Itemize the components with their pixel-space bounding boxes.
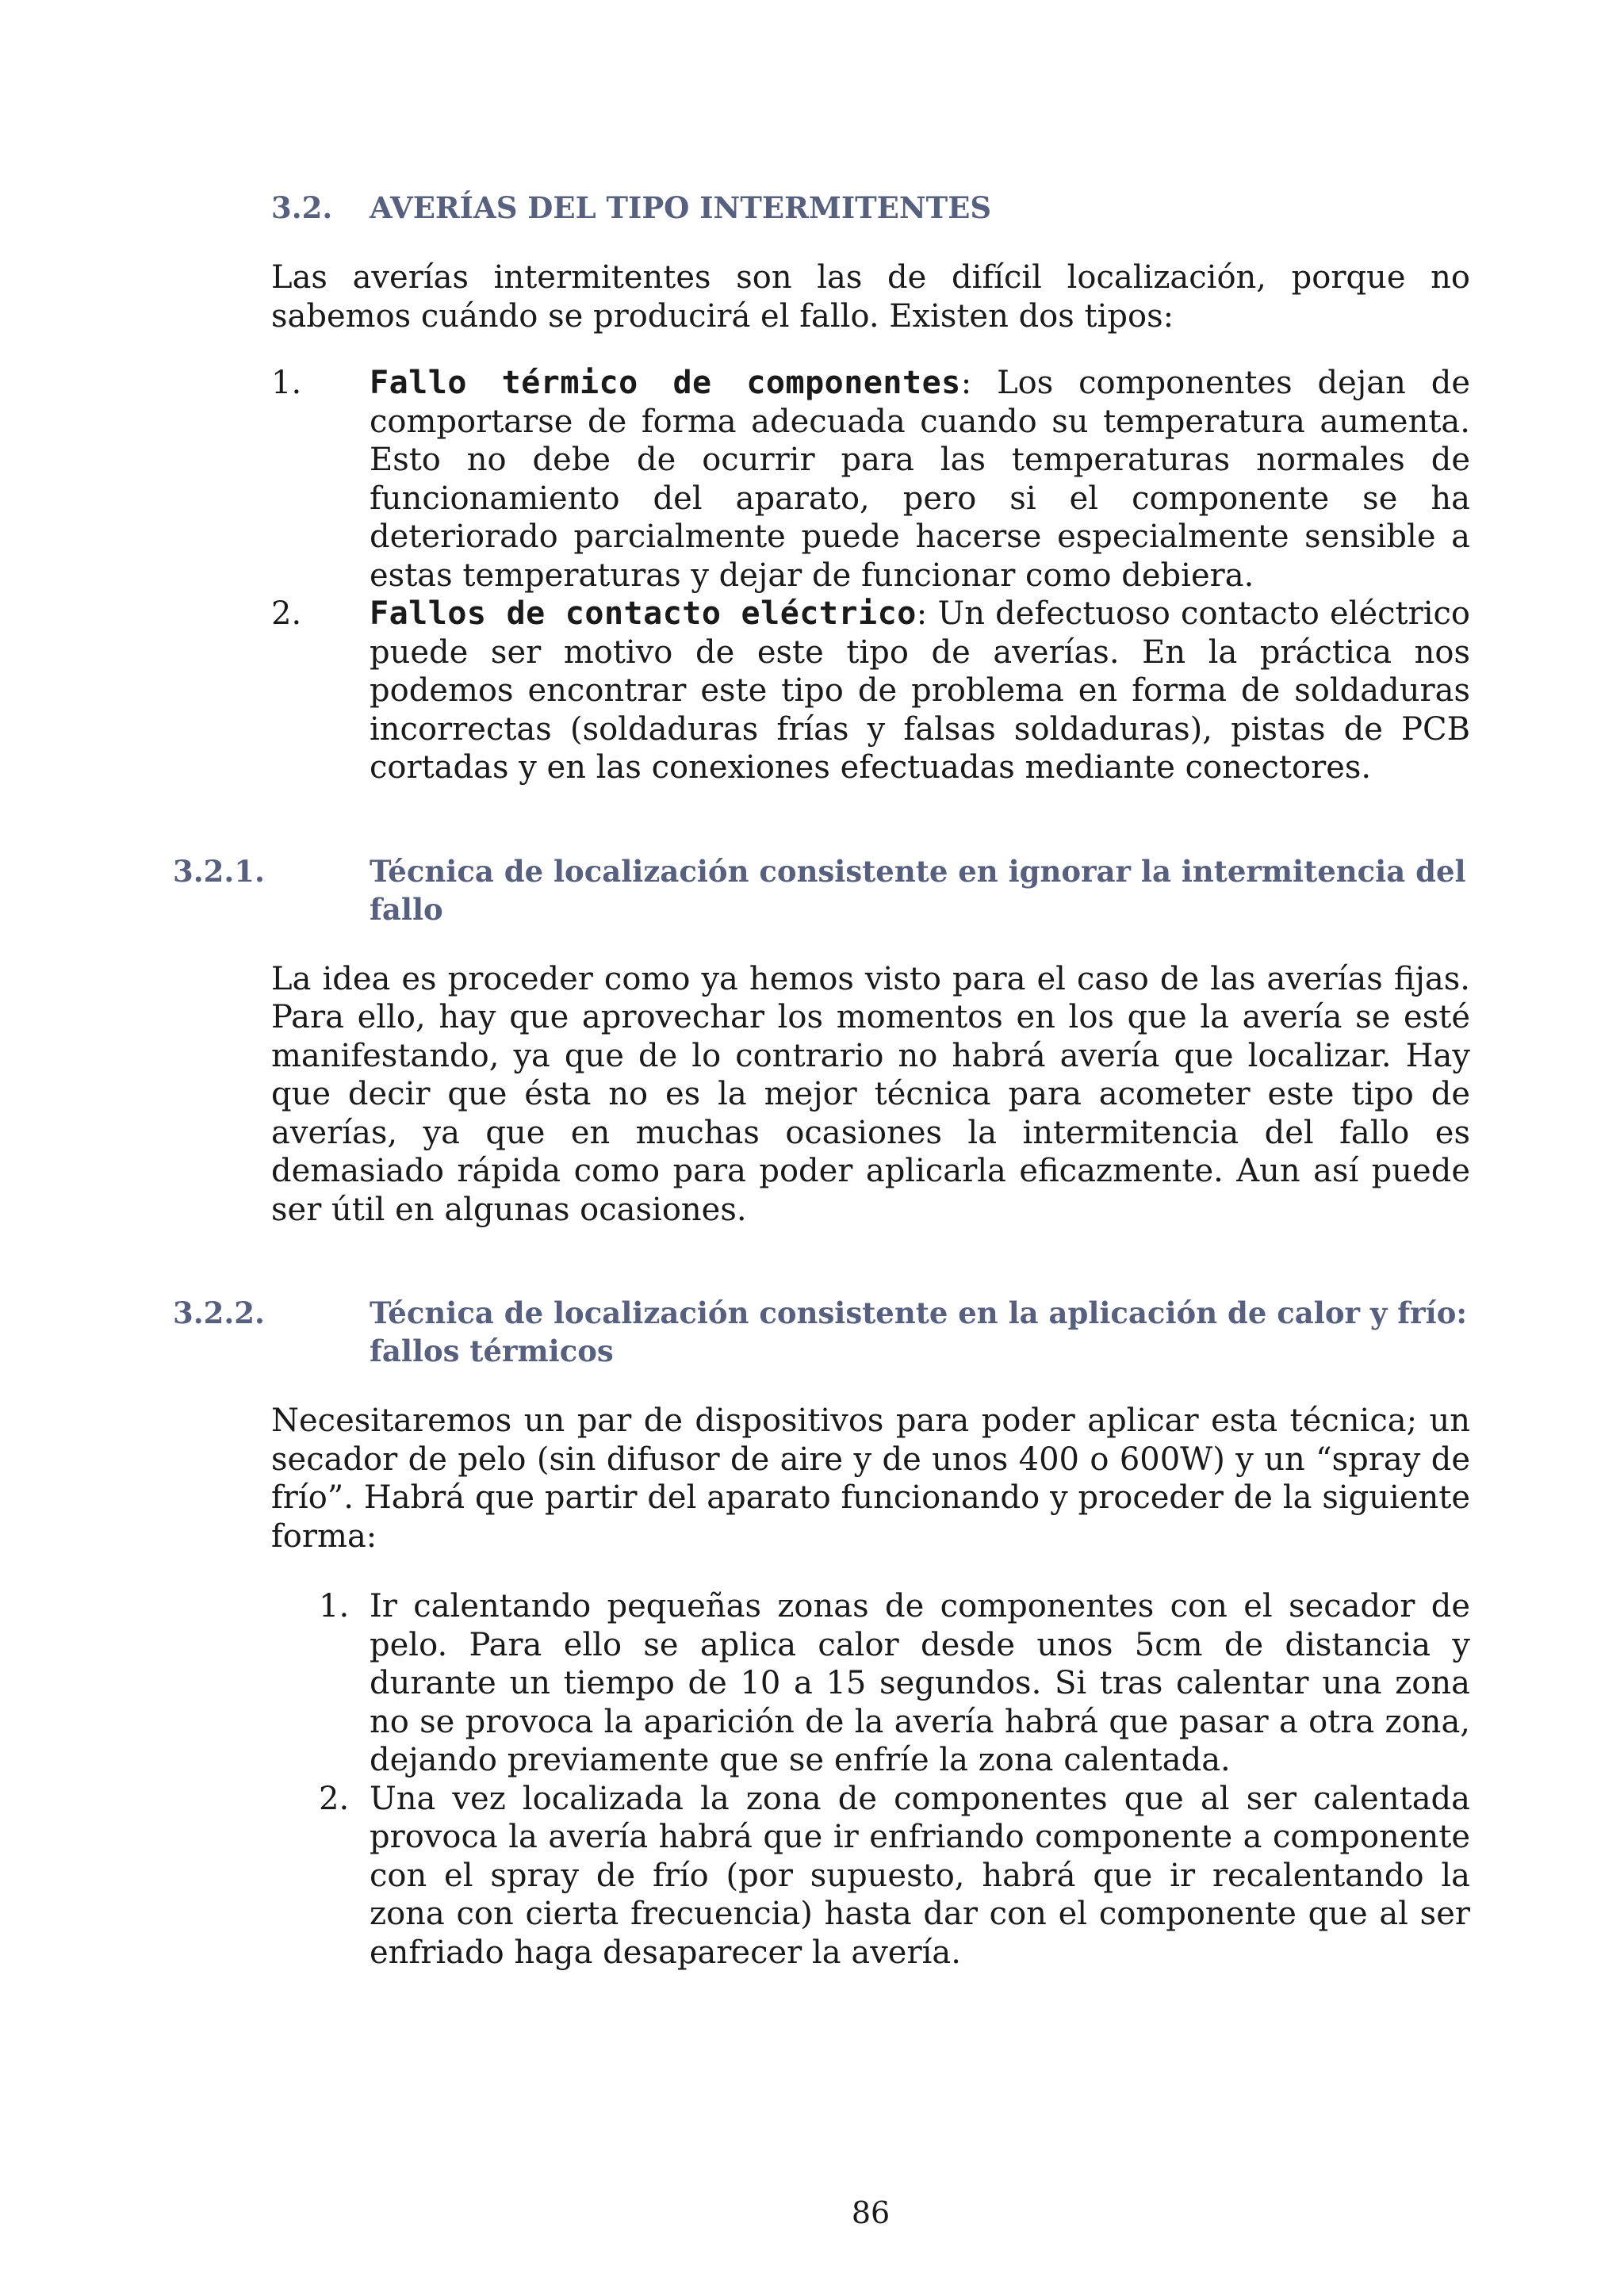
subsection-2-number: 3.2.2. xyxy=(173,1295,265,1330)
subsection-2-heading xyxy=(173,1294,1470,1370)
list-item-term: Fallos de contacto eléctrico xyxy=(370,595,917,632)
list-item-number: 1. xyxy=(319,1588,350,1624)
list-item xyxy=(271,364,1470,595)
section-heading xyxy=(271,189,1470,227)
subsection-2-title: Técnica de localización consistente en la aplicación de calor y frío: fallos térmicos xyxy=(370,1295,1468,1368)
failure-types-list xyxy=(271,364,1470,787)
list-item-text: : Los componentes dejan de comportarse de forma adecuada cuando su temperatura aumenta. Esto no debe de ocurrir para las temperaturas normales de funcionamiento del aparato, pero si el componente se ha deteriorado parcialmente puede hacerse especialmente sensible a estas temperaturas y dejar de funcionar como debiera. xyxy=(370,365,1470,594)
procedure-steps-list xyxy=(271,1587,1470,1972)
subsection-1-number: 3.2.1. xyxy=(173,853,265,889)
list-item-number: 2. xyxy=(271,595,302,632)
subsection-1-title: Técnica de localización consistente en ignorar la intermitencia del fallo xyxy=(370,853,1466,927)
list-item-number: 2. xyxy=(319,1780,350,1817)
page-content xyxy=(173,189,1471,1972)
section-title: AVERÍAS DEL TIPO INTERMITENTES xyxy=(370,190,992,225)
subsection-2-body: Necesitaremos un par de dispositivos para poder aplicar esta técnica; un secador de pelo (sin difusor de aire y de unos 400 o 600W) y un “spray de frío”. Habrá que partir del aparato funcionando y proceder de la siguiente forma: xyxy=(271,1402,1470,1555)
section-intro: Las averías intermitentes son las de difícil localización, porque no sabemos cuándo se producirá el fallo. Existen dos tipos: xyxy=(271,259,1470,335)
list-item-text: : Un defectuoso contacto eléctrico puede ser motivo de este tipo de averías. En la práctica nos podemos encontrar este tipo de problema en forma de soldaduras incorrectas (soldaduras frías y falsas soldaduras), pistas de PCB cortadas y en las conexiones efectuadas mediante conectores. xyxy=(370,595,1471,786)
list-item-text: Una vez localizada la zona de componentes que al ser calentada provoca la avería habrá que ir enfriando componente a componente con el spray de frío (por supuesto, habrá que ir recalentando la zona con cierta frecuencia) hasta dar con el componente que al ser enfriado haga desaparecer la avería. xyxy=(370,1780,1470,1971)
list-item-term: Fallo térmico de componentes xyxy=(370,365,961,401)
page-number: 86 xyxy=(851,2195,891,2230)
list-item xyxy=(271,595,1470,787)
list-item xyxy=(271,1780,1470,1973)
section-number: 3.2. xyxy=(271,190,333,225)
subsection-1-heading xyxy=(173,852,1470,928)
list-item-number: 1. xyxy=(271,365,302,401)
subsection-1-body: La idea es proceder como ya hemos visto para el caso de las averías fijas. Para ello, hay que aprovechar los momentos en los que la avería se esté manifestando, ya que de lo contrario no habrá avería que localizar. Hay que decir que ésta no es la mejor técnica para acometer este tipo de averías, ya que en muchas ocasiones la intermitencia del fallo es demasiado rápida como para poder aplicarla eficazmente. Aun así puede ser útil en algunas ocasiones. xyxy=(271,960,1470,1228)
list-item xyxy=(271,1587,1470,1780)
list-item-text: Ir calentando pequeñas zonas de componentes con el secador de pelo. Para ello se aplica calor desde unos 5cm de distancia y durante un tiempo de 10 a 15 segundos. Si tras calentar una zona no se provoca la aparición de la avería habrá que pasar a otra zona, dejando previamente que se enfríe la zona calentada. xyxy=(370,1588,1470,1778)
